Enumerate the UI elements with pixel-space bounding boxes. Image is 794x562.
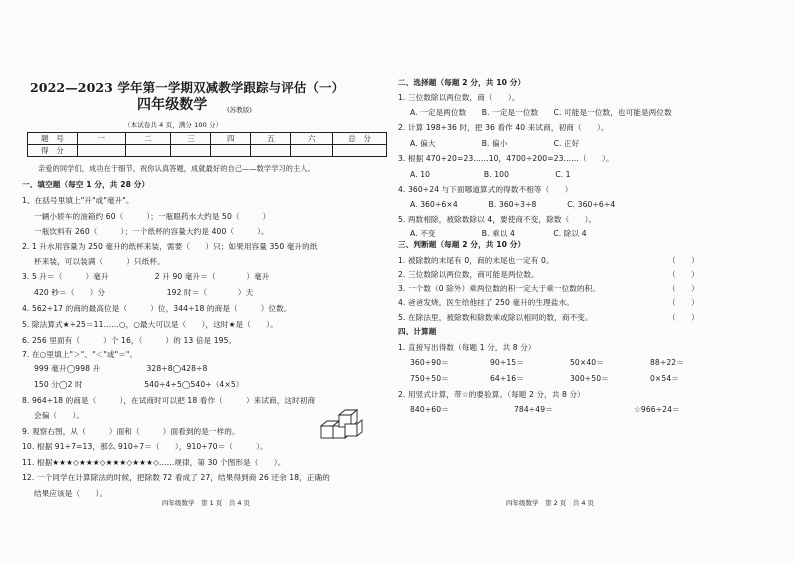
intro-text: 亲爱的同学们，成功在于细节，祝你认真答题，成就最好的自己——数学学习的主人。 bbox=[38, 164, 315, 173]
question-line: 会偏（ ）。 bbox=[34, 411, 85, 420]
choice-question: 3. 根据 470÷20=23……10，4700÷200=23……（ ）。 bbox=[398, 154, 614, 163]
question-line: 11. 根据★★★◇★★★◇★★★◇★★★◇……规律，第 30 个图形是（ ）。 bbox=[22, 458, 286, 467]
exam-title: 2022—2023 学年第一学期双减教学跟踪与评估（一） bbox=[30, 80, 345, 95]
question-line: 一瓶饮料有 260（ ）；一个纸杯的容量大约是 400（ ）。 bbox=[34, 227, 269, 236]
true-false-question: 3. 一个数（0 除外）乘两位数的积一定大于乘一位数的积。 bbox=[398, 284, 601, 293]
mental-math-item[interactable]: 300÷50＝ bbox=[570, 374, 609, 383]
choice-options: A. 不变 B. 乘以 4 C. 除以 4 bbox=[410, 229, 587, 238]
true-false-question: 2. 三位数除以两位数，商可能是两位数。 bbox=[398, 270, 539, 279]
choice-question: 1. 三位数除以两位数，商（ ）。 bbox=[398, 93, 520, 102]
score-cell: 总 分 bbox=[333, 133, 387, 145]
score-table bbox=[27, 132, 387, 157]
score-input-cell[interactable] bbox=[333, 145, 387, 157]
section-2-heading: 二、选择题（每题 2 分，共 10 分） bbox=[398, 78, 526, 87]
mental-math-item[interactable]: 750÷50＝ bbox=[410, 374, 449, 383]
score-cell: 题 号 bbox=[28, 133, 78, 145]
score-cell: 得 分 bbox=[28, 145, 78, 157]
mental-math-item[interactable]: 50×40＝ bbox=[570, 358, 604, 367]
question-line: 999 毫升◯998 升 328÷8◯428÷8 bbox=[34, 364, 208, 373]
calc-1-heading: 1. 直接写出得数（每题 1 分，共 8 分） bbox=[398, 343, 536, 352]
true-false-question: 5. 在除法里，被除数和除数乘或除以相同的数，商不变。 bbox=[398, 313, 593, 322]
question-line: 杯来装，可以装满（ ）只纸杯。 bbox=[34, 257, 165, 266]
question-line: 5. 除法算式★÷25＝11……○，○最大可以是（ ），这时★是（ ）。 bbox=[22, 320, 278, 329]
exam-subject: 四年级数学 bbox=[137, 97, 208, 113]
score-input-cell[interactable] bbox=[291, 145, 333, 157]
mental-math-item[interactable]: 88÷22＝ bbox=[650, 358, 684, 367]
score-input-cell[interactable] bbox=[211, 145, 251, 157]
score-cell: 六 bbox=[291, 133, 333, 145]
question-line: 8. 964÷18 的商是（ ），在试商时可以把 18 看作（ ）来试商，这时初商 bbox=[22, 396, 316, 405]
choice-question: 5. 两数相除，被除数除以 4，要使商不变，除数（ ）。 bbox=[398, 215, 597, 224]
mental-math-item[interactable]: 90÷15＝ bbox=[490, 358, 524, 367]
cube-stack-figure bbox=[318, 405, 364, 441]
section-3-heading: 三、判断题（每题 2 分，共 10 分） bbox=[398, 240, 526, 249]
score-cell: 一 bbox=[77, 133, 125, 145]
question-line: 4. 562÷17 的商的最高位是（ ）位，344÷18 的商是（ ）位数。 bbox=[22, 304, 292, 313]
score-table-header-row bbox=[28, 133, 387, 145]
score-input-cell[interactable] bbox=[77, 145, 125, 157]
score-input-cell[interactable] bbox=[125, 145, 171, 157]
answer-paren[interactable]: （ ） bbox=[668, 256, 699, 265]
true-false-question: 4. 爸爸发烧，医生给他挂了 250 毫升的生理盐水。 bbox=[398, 298, 574, 307]
answer-paren[interactable]: （ ） bbox=[668, 270, 699, 279]
right-page-footer: 四年级数学 第 2 页 共 4 页 bbox=[506, 499, 595, 507]
question-line: 10. 根据 91÷7=13，那么 910÷7＝（ ），910÷70＝（ ）。 bbox=[22, 442, 268, 451]
score-cell: 四 bbox=[211, 133, 251, 145]
score-input-cell[interactable] bbox=[251, 145, 291, 157]
question-line: 一辆小轿车的油箱约 60（ ）；一瓶眼药水大约是 50（ ） bbox=[34, 212, 271, 221]
question-line: 12. 一个同学在计算除法的时候，把除数 72 看成了 27，结果得到商 26 还余 18，正确的 bbox=[22, 473, 330, 482]
question-line: 7. 在○里填上"＞"、"＜"或"＝"。 bbox=[22, 350, 138, 359]
question-line: 6. 256 里面有（ ）个 16，（ ）的 13 倍是 195。 bbox=[22, 336, 237, 345]
answer-paren[interactable]: （ ） bbox=[668, 298, 699, 307]
question-line: 150 分◯2 时 540÷4÷5◯540÷（4×5） bbox=[34, 380, 244, 389]
choice-options: A. 10 B. 100 C. 1 bbox=[410, 170, 571, 179]
section-1-heading: 一、填空题（每空 1 分，共 28 分） bbox=[22, 180, 150, 189]
question-line: 2. 1 升水用容量为 250 毫升的纸杯来装，需要（ ）只；如果用容量 350 毫升的纸 bbox=[22, 242, 318, 251]
exam-edition: (苏教版) bbox=[227, 106, 253, 114]
exam-note: （本试卷共 4 页，满分 100 分） bbox=[124, 121, 223, 129]
column-calc-item[interactable]: 840÷60＝ bbox=[410, 405, 449, 414]
score-input-cell[interactable] bbox=[171, 145, 211, 157]
choice-options: A. 偏大 B. 偏小 C. 正好 bbox=[410, 139, 580, 148]
choice-question: 4. 360÷24 与下面哪道算式的得数不相等（ ） bbox=[398, 185, 573, 194]
answer-paren[interactable]: （ ） bbox=[668, 313, 699, 322]
mental-math-item[interactable]: 64÷16＝ bbox=[490, 374, 524, 383]
answer-paren[interactable]: （ ） bbox=[668, 284, 699, 293]
mental-math-item[interactable]: 0×54＝ bbox=[650, 374, 679, 383]
choice-options: A. 360÷6×4 B. 360÷3÷8 C. 360÷6÷4 bbox=[410, 200, 616, 209]
question-line: 3. 5 升＝（ ）毫升 2 升 90 毫升＝（ ）毫升 bbox=[22, 272, 270, 281]
section-4-heading: 四、计算题 bbox=[398, 327, 437, 336]
question-line: 1、在括号里填上"升"或"毫升"。 bbox=[22, 196, 134, 205]
calc-2-heading: 2. 用竖式计算，带☆的要验算。（每题 2 分，共 8 分） bbox=[398, 390, 585, 399]
score-cell: 五 bbox=[251, 133, 291, 145]
column-calc-item[interactable]: 784÷49＝ bbox=[514, 405, 553, 414]
choice-options: A. 一定是两位数 B. 一定是一位数 C. 可能是一位数，也可能是两位数 bbox=[410, 108, 672, 117]
choice-question: 2. 计算 198÷36 时，把 36 看作 40 来试商，初商（ ）。 bbox=[398, 123, 609, 132]
column-calc-item[interactable]: ☆966÷24＝ bbox=[634, 405, 680, 414]
question-line: 9. 观察右图，从（ ）面和（ ）面看到的是一样的。 bbox=[22, 427, 240, 436]
score-cell: 三 bbox=[171, 133, 211, 145]
mental-math-item[interactable]: 360÷90＝ bbox=[410, 358, 449, 367]
true-false-question: 1. 被除数的末尾有 0，商的末尾也一定有 0。 bbox=[398, 256, 554, 265]
left-page-footer: 四年级数学 第 1 页 共 4 页 bbox=[162, 499, 251, 507]
score-table-score-row bbox=[28, 145, 387, 157]
question-line: 结果应该是（ ）。 bbox=[34, 489, 108, 498]
question-line: 420 秒＝（ ）分 192 时＝（ ）天 bbox=[34, 288, 254, 297]
score-cell: 二 bbox=[125, 133, 171, 145]
